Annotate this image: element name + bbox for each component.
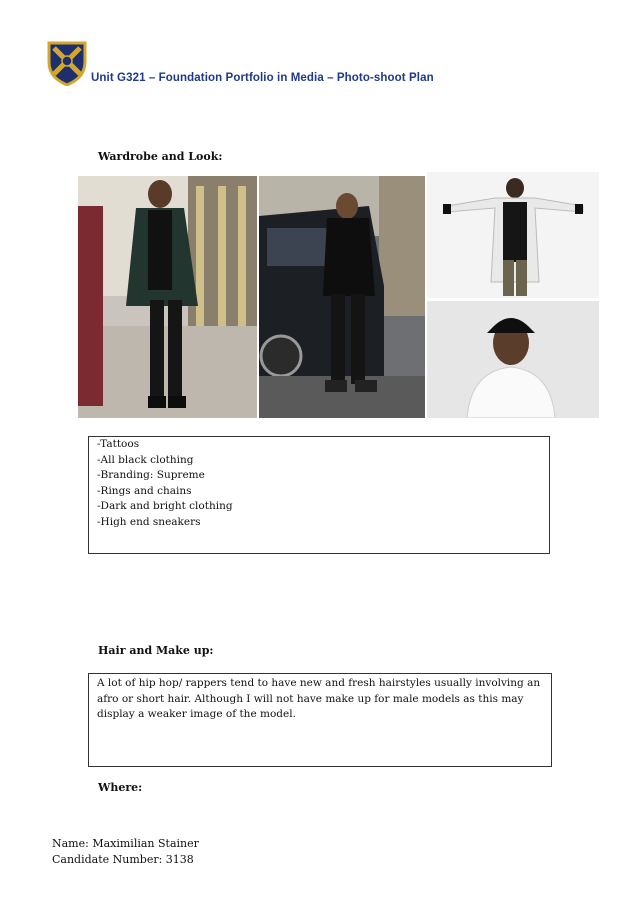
where-heading: Where: bbox=[98, 781, 143, 794]
wardrobe-photo-street-walk bbox=[78, 176, 257, 418]
candidate-footer bbox=[52, 836, 199, 868]
wardrobe-notes-box bbox=[88, 436, 550, 554]
candidate-number: Candidate Number: 3138 bbox=[52, 853, 194, 866]
wardrobe-photo-cap-portrait bbox=[427, 301, 599, 418]
wardrobe-item: -High end sneakers bbox=[97, 515, 201, 528]
wardrobe-photo-white-coat bbox=[427, 172, 599, 298]
wardrobe-item: -Dark and bright clothing bbox=[97, 500, 233, 512]
hair-makeup-notes-box bbox=[88, 673, 552, 767]
hair-makeup-heading: Hair and Make up: bbox=[98, 644, 214, 657]
wardrobe-heading: Wardrobe and Look: bbox=[98, 150, 223, 163]
wardrobe-item: -Rings and chains bbox=[97, 484, 192, 497]
page-title: Unit G321 – Foundation Portfolio in Media – Photo-shoot Plan bbox=[91, 72, 434, 84]
wardrobe-item: -Tattoos bbox=[97, 438, 140, 450]
school-crest-icon bbox=[46, 40, 88, 86]
wardrobe-item: -All black clothing bbox=[97, 453, 194, 466]
wardrobe-photo-car-scene bbox=[259, 176, 425, 418]
candidate-name: Name: Maximilian Stainer bbox=[52, 837, 199, 850]
hair-makeup-text: A lot of hip hop/ rappers tend to have new and fresh hairstyles usually involving an afro or short hair. Although I will not have make up for male models as this may display a weaker image of the model. bbox=[97, 677, 541, 720]
wardrobe-item: -Branding: Supreme bbox=[97, 469, 205, 481]
